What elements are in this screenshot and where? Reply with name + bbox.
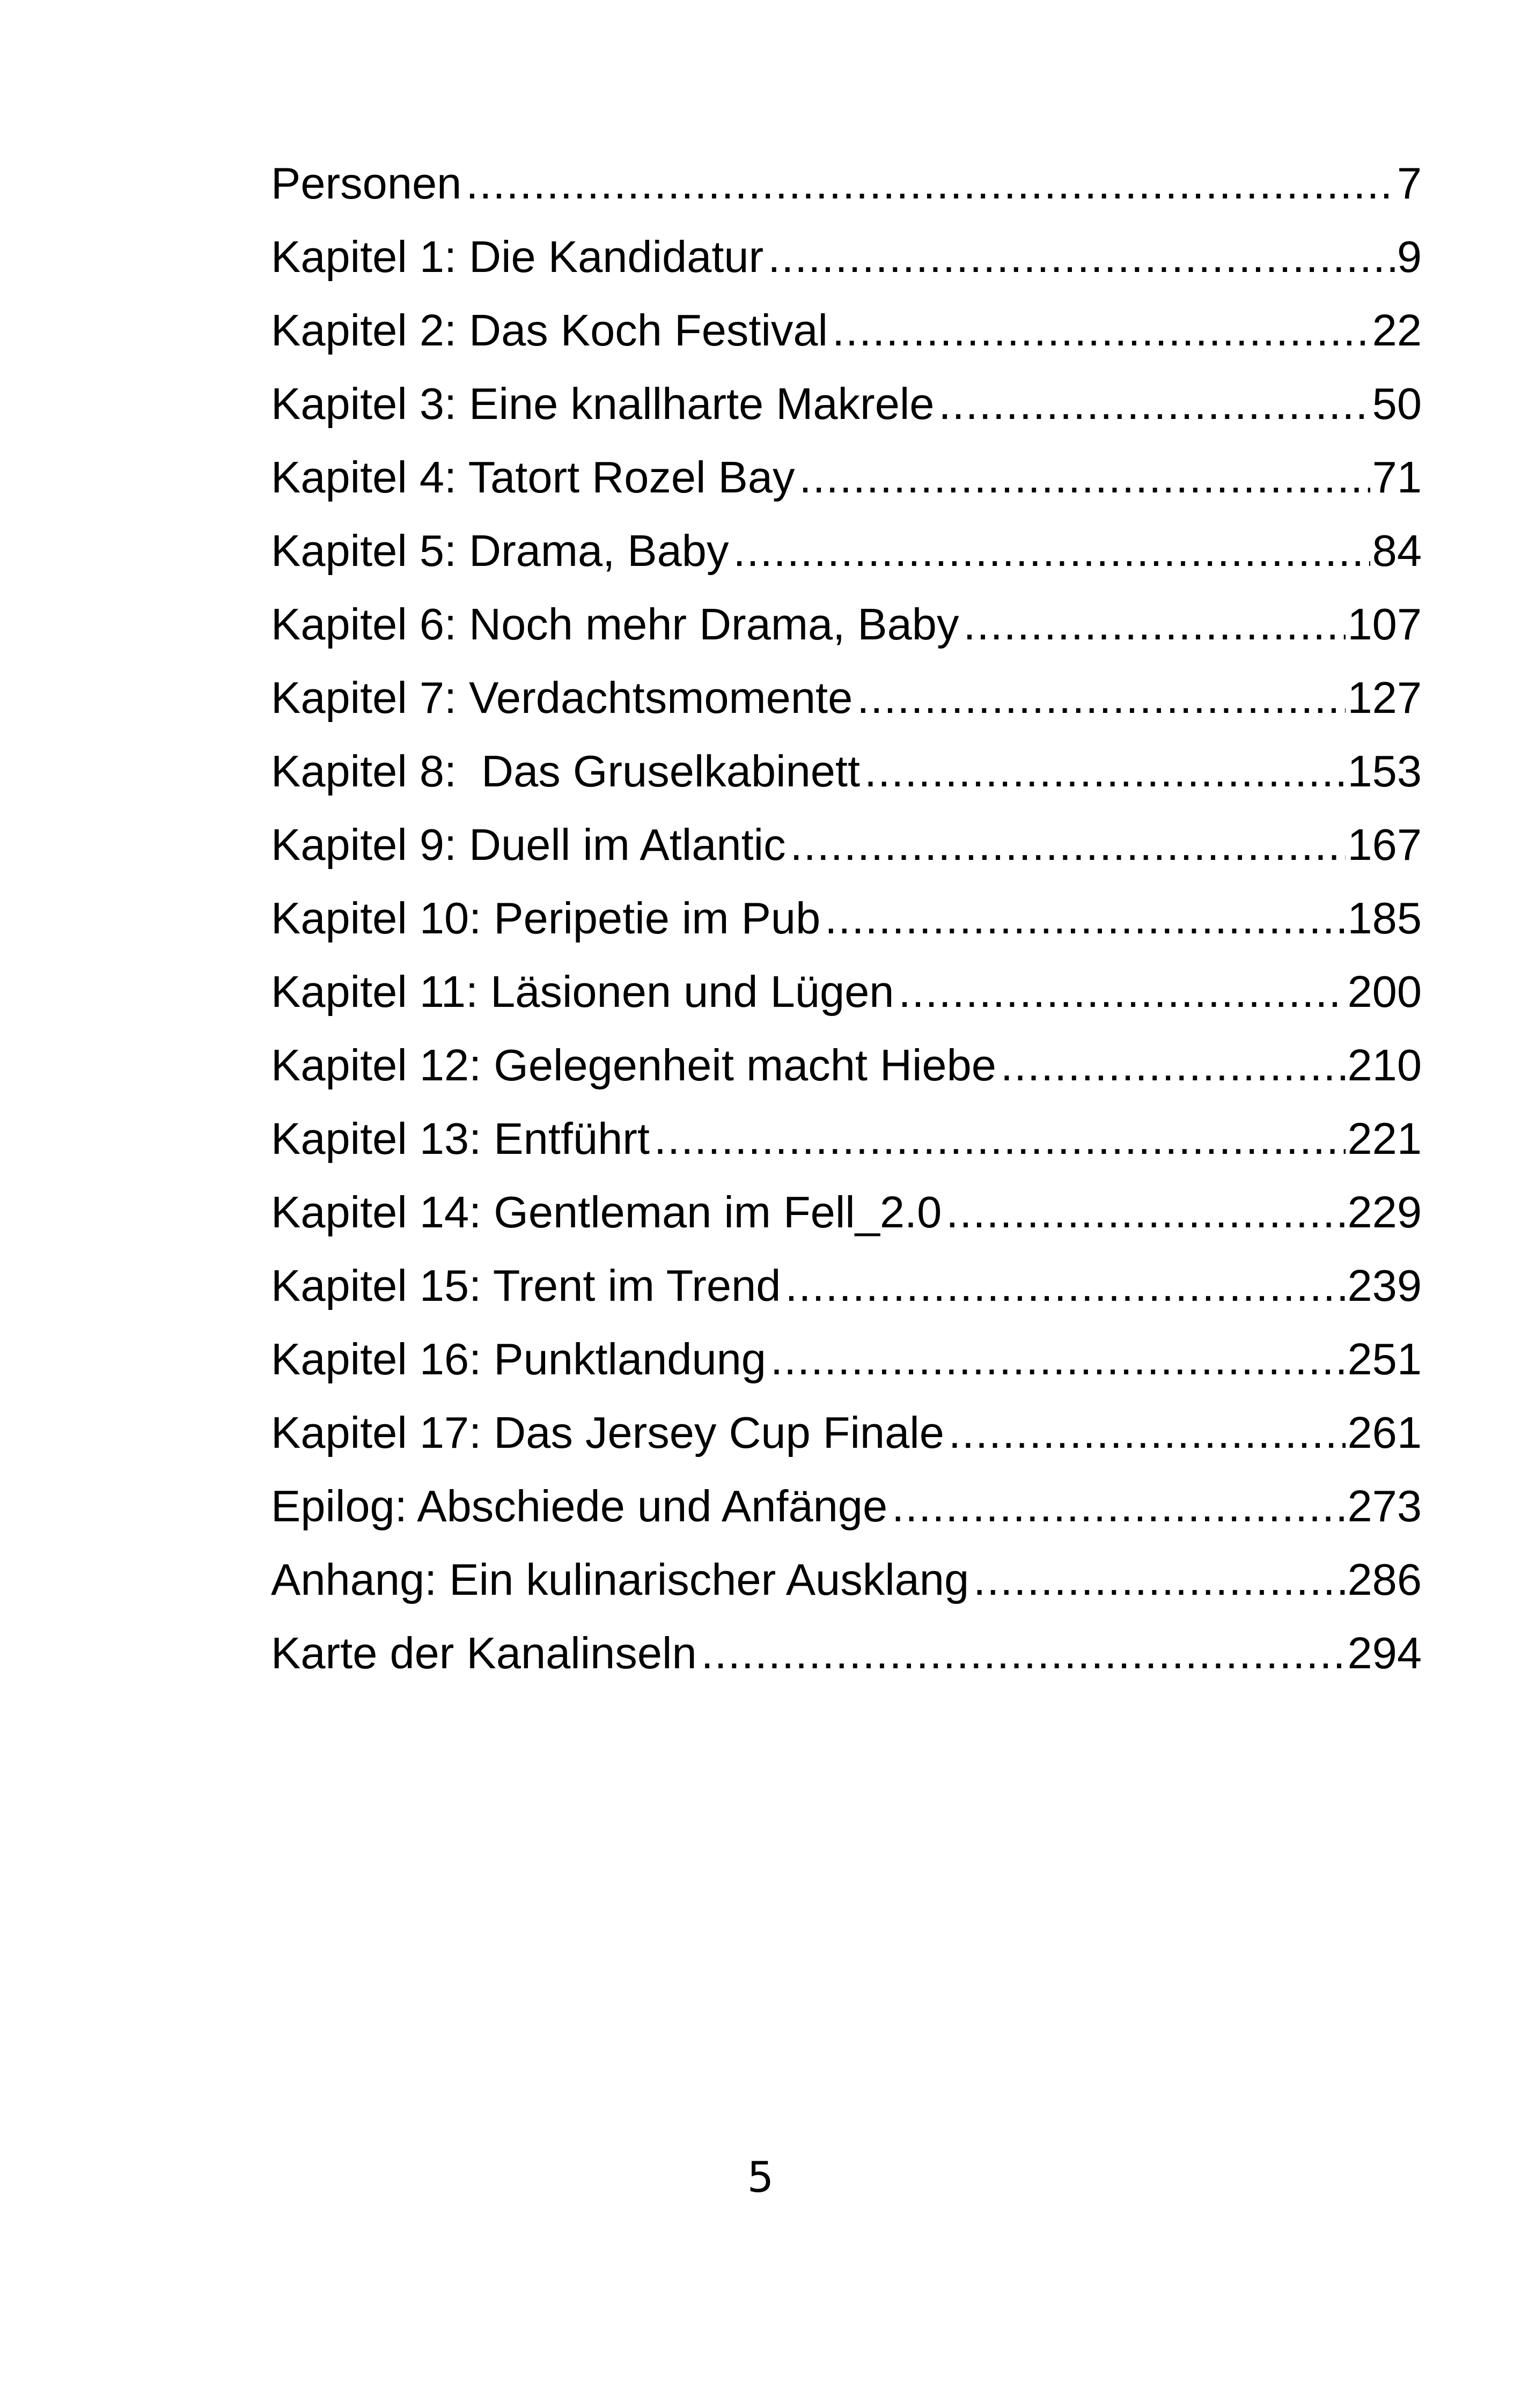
toc-dot-leader bbox=[770, 1327, 1346, 1391]
toc-entry-title: Kapitel 11: Läsionen und Lügen bbox=[271, 967, 894, 1017]
toc-entry bbox=[271, 1474, 1422, 1548]
toc-dot-leader bbox=[733, 519, 1370, 583]
table-of-contents bbox=[271, 151, 1422, 1695]
toc-entry bbox=[271, 1548, 1422, 1621]
toc-entry-title: Epilog: Abschiede und Anfänge bbox=[271, 1481, 888, 1531]
toc-entry-page: 251 bbox=[1347, 1334, 1422, 1384]
toc-entry-title: Kapitel 5: Drama, Baby bbox=[271, 526, 729, 576]
toc-entry-page: 7 bbox=[1397, 158, 1422, 208]
toc-dot-leader bbox=[832, 298, 1370, 363]
toc-entry-title: Anhang: Ein kulinarischer Ausklang bbox=[271, 1555, 969, 1604]
toc-entry bbox=[271, 372, 1422, 445]
toc-entry bbox=[271, 151, 1422, 225]
toc-dot-leader bbox=[654, 1107, 1346, 1171]
toc-entry-page: 84 bbox=[1372, 526, 1422, 576]
toc-dot-leader bbox=[785, 1254, 1345, 1318]
toc-entry-page: 107 bbox=[1347, 599, 1422, 649]
toc-entry-page: 9 bbox=[1397, 232, 1422, 282]
toc-entry-title: Kapitel 1: Die Kandidatur bbox=[271, 232, 764, 282]
toc-entry-page: 210 bbox=[1347, 1040, 1422, 1090]
toc-entry bbox=[271, 666, 1422, 739]
toc-entry-page: 185 bbox=[1347, 893, 1422, 943]
toc-dot-leader bbox=[938, 372, 1370, 436]
toc-entry-title: Karte der Kanalinseln bbox=[271, 1628, 697, 1678]
toc-entry bbox=[271, 592, 1422, 666]
toc-entry-page: 127 bbox=[1347, 673, 1422, 723]
toc-entry-title: Kapitel 3: Eine knallharte Makrele bbox=[271, 379, 935, 429]
toc-dot-leader bbox=[825, 886, 1345, 951]
toc-entry-title: Kapitel 8: Das Gruselkabinett bbox=[271, 746, 861, 796]
toc-dot-leader bbox=[799, 445, 1370, 510]
toc-dot-leader bbox=[701, 1621, 1346, 1685]
toc-entry bbox=[271, 519, 1422, 592]
toc-entry-page: 221 bbox=[1347, 1114, 1422, 1164]
toc-entry bbox=[271, 445, 1422, 519]
toc-dot-leader bbox=[768, 225, 1395, 289]
toc-entry bbox=[271, 960, 1422, 1033]
toc-entry-title: Kapitel 12: Gelegenheit macht Hiebe bbox=[271, 1040, 996, 1090]
toc-entry-page: 261 bbox=[1347, 1408, 1422, 1457]
toc-entry bbox=[271, 1033, 1422, 1107]
toc-entry bbox=[271, 225, 1422, 298]
toc-entry-title: Kapitel 15: Trent im Trend bbox=[271, 1261, 781, 1310]
toc-entry-title: Kapitel 6: Noch mehr Drama, Baby bbox=[271, 599, 959, 649]
toc-entry-title: Kapitel 4: Tatort Rozel Bay bbox=[271, 452, 795, 502]
toc-entry-page: 167 bbox=[1347, 820, 1422, 870]
toc-entry bbox=[271, 1180, 1422, 1254]
toc-dot-leader bbox=[892, 1474, 1345, 1538]
page-number: 5 bbox=[747, 2154, 774, 2202]
toc-entry-title: Kapitel 2: Das Koch Festival bbox=[271, 305, 828, 355]
toc-dot-leader bbox=[1001, 1033, 1346, 1098]
toc-entry-title: Kapitel 7: Verdachtsmomente bbox=[271, 673, 853, 723]
toc-dot-leader bbox=[864, 739, 1346, 804]
toc-entry-page: 153 bbox=[1347, 746, 1422, 796]
toc-entry bbox=[271, 813, 1422, 886]
toc-entry bbox=[271, 298, 1422, 372]
toc-dot-leader bbox=[857, 666, 1345, 730]
toc-entry-title: Kapitel 16: Punktlandung bbox=[271, 1334, 766, 1384]
toc-dot-leader bbox=[790, 813, 1346, 877]
toc-dot-leader bbox=[898, 960, 1345, 1024]
toc-dot-leader bbox=[946, 1180, 1345, 1244]
toc-entry-title: Kapitel 10: Peripetie im Pub bbox=[271, 893, 821, 943]
toc-entry-page: 71 bbox=[1372, 452, 1422, 502]
toc-dot-leader bbox=[466, 151, 1395, 216]
toc-entry-title: Kapitel 17: Das Jersey Cup Finale bbox=[271, 1408, 944, 1457]
toc-entry bbox=[271, 1254, 1422, 1327]
toc-entry bbox=[271, 1107, 1422, 1180]
toc-entry bbox=[271, 1621, 1422, 1695]
toc-entry-page: 50 bbox=[1372, 379, 1422, 429]
toc-entry-title: Kapitel 9: Duell im Atlantic bbox=[271, 820, 786, 870]
toc-dot-leader bbox=[949, 1401, 1346, 1465]
toc-entry-page: 286 bbox=[1347, 1555, 1422, 1604]
toc-entry-page: 239 bbox=[1347, 1261, 1422, 1310]
toc-dot-leader bbox=[963, 592, 1345, 657]
toc-entry-page: 294 bbox=[1347, 1628, 1422, 1678]
toc-entry-title: Personen bbox=[271, 158, 462, 208]
toc-entry bbox=[271, 886, 1422, 960]
toc-entry bbox=[271, 739, 1422, 813]
toc-entry bbox=[271, 1401, 1422, 1474]
toc-entry-page: 273 bbox=[1347, 1481, 1422, 1531]
toc-entry-page: 229 bbox=[1347, 1187, 1422, 1237]
toc-dot-leader bbox=[973, 1548, 1345, 1612]
toc-entry-page: 22 bbox=[1372, 305, 1422, 355]
toc-entry bbox=[271, 1327, 1422, 1401]
toc-entry-title: Kapitel 14: Gentleman im Fell_2.0 bbox=[271, 1187, 942, 1237]
toc-entry-page: 200 bbox=[1347, 967, 1422, 1017]
toc-entry-title: Kapitel 13: Entführt bbox=[271, 1114, 650, 1164]
